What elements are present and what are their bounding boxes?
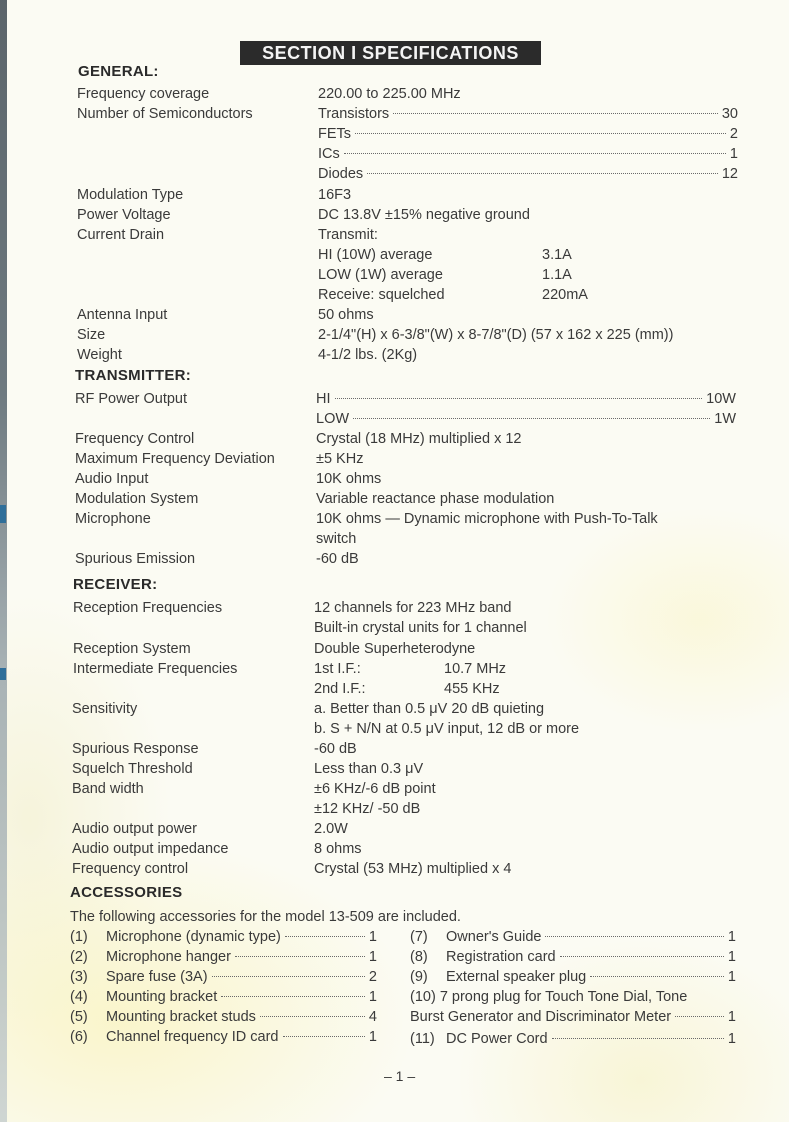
accessory-item — [70, 987, 377, 1007]
reception-frequencies-value: 12 channels for 223 MHz band — [314, 600, 512, 616]
receiver-heading: RECEIVER: — [73, 576, 158, 593]
accessory-number: (5) — [70, 1009, 88, 1025]
semiconductor-name: Diodes — [318, 166, 364, 182]
dot-leader — [235, 956, 365, 957]
accessory-qty: 1 — [368, 1029, 377, 1045]
rf-power-row — [316, 389, 736, 409]
frequency-coverage-value: 220.00 to 225.00 MHz — [318, 86, 461, 102]
accessory-number: (6) — [70, 1029, 88, 1045]
accessory-number: (7) — [410, 929, 428, 945]
accessory-number: (1) — [70, 929, 88, 945]
dot-leader — [283, 1036, 365, 1037]
audio-output-impedance-label: Audio output impedance — [72, 841, 229, 857]
antenna-input-value: 50 ohms — [318, 307, 374, 323]
accessory-qty: 1 — [368, 989, 377, 1005]
dot-leader — [285, 936, 365, 937]
reception-frequencies-label: Reception Frequencies — [73, 600, 223, 616]
intermediate-frequencies-label: Intermediate Frequencies — [73, 661, 238, 677]
squelch-threshold-label: Squelch Threshold — [72, 761, 193, 777]
dot-leader — [367, 173, 718, 174]
spurious-response-value: -60 dB — [314, 741, 357, 757]
sensitivity-value-b: b. S + N/N at 0.5 μV input, 12 dB or more — [314, 721, 580, 737]
reception-system-value: Double Superheterodyne — [314, 641, 476, 657]
reception-system-label: Reception System — [73, 641, 191, 657]
accessory-name: Microphone hanger — [106, 949, 231, 965]
spurious-emission-label: Spurious Emission — [75, 551, 196, 567]
dot-leader — [393, 113, 718, 114]
sensitivity-value-a: a. Better than 0.5 μV 20 dB quieting — [314, 701, 545, 717]
accessory-number: (8) — [410, 949, 428, 965]
accessory-name: DC Power Cord — [446, 1031, 548, 1047]
reception-frequencies-value-cont: Built-in crystal units for 1 channel — [314, 620, 527, 636]
spec-label: Audio Input — [75, 471, 149, 487]
spec-value: 10K ohms — [316, 471, 382, 487]
accessory-name: Channel frequency ID card — [106, 1029, 279, 1045]
accessory-name: Registration card — [446, 949, 556, 965]
semiconductor-count: 1 — [729, 146, 738, 162]
audio-output-power-value: 2.0W — [314, 821, 348, 837]
dot-leader — [335, 398, 703, 399]
accessory-item — [410, 927, 736, 947]
if-stage-label: 1st I.F.: — [314, 661, 361, 677]
audio-output-impedance-value: 8 ohms — [314, 841, 362, 857]
power-voltage-value: DC 13.8V ±15% negative ground — [318, 207, 530, 223]
accessory-name: External speaker plug — [446, 969, 587, 985]
accessory-qty: 1 — [727, 969, 736, 985]
current-row-value: 3.1A — [542, 247, 572, 263]
semiconductors-label: Number of Semiconductors — [77, 106, 253, 122]
accessory-name: Owner's Guide — [446, 929, 542, 945]
accessory-qty: 1 — [368, 949, 377, 965]
audio-output-power-label: Audio output power — [72, 821, 197, 837]
accessory-item — [410, 1029, 736, 1049]
semiconductor-count: 12 — [721, 166, 738, 182]
dot-leader — [260, 1016, 365, 1017]
sensitivity-label: Sensitivity — [72, 701, 138, 717]
semiconductor-row — [318, 164, 738, 184]
spec-value: Variable reactance phase modulation — [316, 491, 555, 507]
transmit-label: Transmit: — [318, 227, 378, 243]
accessory-qty: 1 — [727, 929, 736, 945]
weight-label: Weight — [77, 347, 122, 363]
if-stage-value: 455 KHz — [444, 681, 500, 697]
semiconductor-count: 30 — [721, 106, 738, 122]
spec-value: ±5 KHz — [316, 451, 364, 467]
semiconductor-row — [318, 124, 738, 144]
accessory-item — [410, 947, 736, 967]
accessory-qty: 1 — [727, 1031, 736, 1047]
accessory-item — [70, 947, 377, 967]
accessory-name: Microphone (dynamic type) — [106, 929, 281, 945]
dot-leader — [355, 133, 726, 134]
spec-label: Modulation System — [75, 491, 199, 507]
accessory-item-10-line2 — [410, 1007, 736, 1027]
size-label: Size — [77, 327, 106, 343]
spurious-emission-value: -60 dB — [316, 551, 359, 567]
current-row-label: HI (10W) average — [318, 247, 433, 263]
dot-leader — [344, 153, 726, 154]
power-voltage-label: Power Voltage — [77, 207, 171, 223]
accessory-number: (2) — [70, 949, 88, 965]
rf-power-level: LOW — [316, 411, 350, 427]
accessory-qty: 1 — [368, 929, 377, 945]
accessory-item-10-line1: (10) 7 prong plug for Touch Tone Dial, Tone — [410, 989, 688, 1005]
accessory-name: Spare fuse (3A) — [106, 969, 208, 985]
weight-value: 4-1/2 lbs. (2Kg) — [318, 347, 418, 363]
accessory-number: (3) — [70, 969, 88, 985]
dot-leader — [353, 418, 710, 419]
page-number: – 1 – — [384, 1068, 416, 1084]
microphone-label: Microphone — [75, 511, 151, 527]
if-stage-label: 2nd I.F.: — [314, 681, 366, 697]
semiconductor-name: Transistors — [318, 106, 390, 122]
rf-power-value: 10W — [706, 391, 736, 407]
band-width-label: Band width — [72, 781, 144, 797]
current-row-value: 220mA — [542, 287, 588, 303]
accessory-name: Mounting bracket — [106, 989, 218, 1005]
dot-leader — [675, 1016, 724, 1017]
semiconductor-row — [318, 144, 738, 164]
rf-power-label: RF Power Output — [75, 391, 188, 407]
microphone-value-cont: switch — [316, 531, 357, 547]
antenna-input-label: Antenna Input — [77, 307, 168, 323]
frequency-control-value: Crystal (53 MHz) multiplied x 4 — [314, 861, 512, 877]
accessory-qty: 1 — [727, 1009, 736, 1025]
band-width-value-cont: ±12 KHz/ -50 dB — [314, 801, 421, 817]
current-row-label: LOW (1W) average — [318, 267, 443, 283]
accessory-qty: 4 — [368, 1009, 377, 1025]
semiconductor-count: 2 — [729, 126, 738, 142]
accessory-number: (11) — [410, 1031, 435, 1047]
accessory-item — [70, 927, 377, 947]
frequency-control-label: Frequency control — [72, 861, 189, 877]
current-row-label: Receive: squelched — [318, 287, 445, 303]
dot-leader — [221, 996, 365, 997]
modulation-type-value: 16F3 — [318, 187, 352, 203]
accessory-name: Mounting bracket studs — [106, 1009, 256, 1025]
accessory-number: (4) — [70, 989, 88, 1005]
accessory-qty: 1 — [727, 949, 736, 965]
general-heading: GENERAL: — [78, 63, 159, 80]
transmitter-heading: TRANSMITTER: — [75, 367, 192, 384]
semiconductor-row — [318, 104, 738, 124]
accessory-number: (9) — [410, 969, 428, 985]
rf-power-level: HI — [316, 391, 331, 407]
spec-label: Maximum Frequency Deviation — [75, 451, 275, 467]
semiconductor-name: ICs — [318, 146, 340, 162]
semiconductor-name: FETs — [318, 126, 352, 142]
dot-leader — [590, 976, 724, 977]
section-title: SECTION I SPECIFICATIONS — [240, 41, 541, 65]
spec-label: Frequency Control — [75, 431, 195, 447]
current-drain-label: Current Drain — [77, 227, 165, 243]
accessories-intro: The following accessories for the model 13-509 are included. — [70, 909, 461, 925]
rf-power-value: 1W — [714, 411, 736, 427]
accessory-item — [70, 1027, 377, 1047]
accessory-qty: 2 — [368, 969, 377, 985]
dot-leader — [545, 936, 723, 937]
spec-value: Crystal (18 MHz) multiplied x 12 — [316, 431, 522, 447]
accessory-item — [410, 967, 736, 987]
band-width-value: ±6 KHz/-6 dB point — [314, 781, 436, 797]
dot-leader — [560, 956, 724, 957]
accessories-heading: ACCESSORIES — [70, 884, 183, 901]
accessory-name: Burst Generator and Discriminator Meter — [410, 1009, 672, 1025]
dot-leader — [552, 1038, 724, 1039]
current-row-value: 1.1A — [542, 267, 572, 283]
squelch-threshold-value: Less than 0.3 μV — [314, 761, 424, 777]
accessory-item — [70, 967, 377, 987]
rf-power-row — [316, 409, 736, 429]
if-stage-value: 10.7 MHz — [444, 661, 507, 677]
size-value: 2-1/4"(H) x 6-3/8"(W) x 8-7/8"(D) (57 x 162 x 225 (mm)) — [318, 327, 674, 343]
spurious-response-label: Spurious Response — [72, 741, 199, 757]
microphone-value: 10K ohms — Dynamic microphone with Push-To-Talk — [316, 511, 658, 527]
dot-leader — [212, 976, 365, 977]
modulation-type-label: Modulation Type — [77, 187, 184, 203]
accessory-item — [70, 1007, 377, 1027]
frequency-coverage-label: Frequency coverage — [77, 86, 210, 102]
